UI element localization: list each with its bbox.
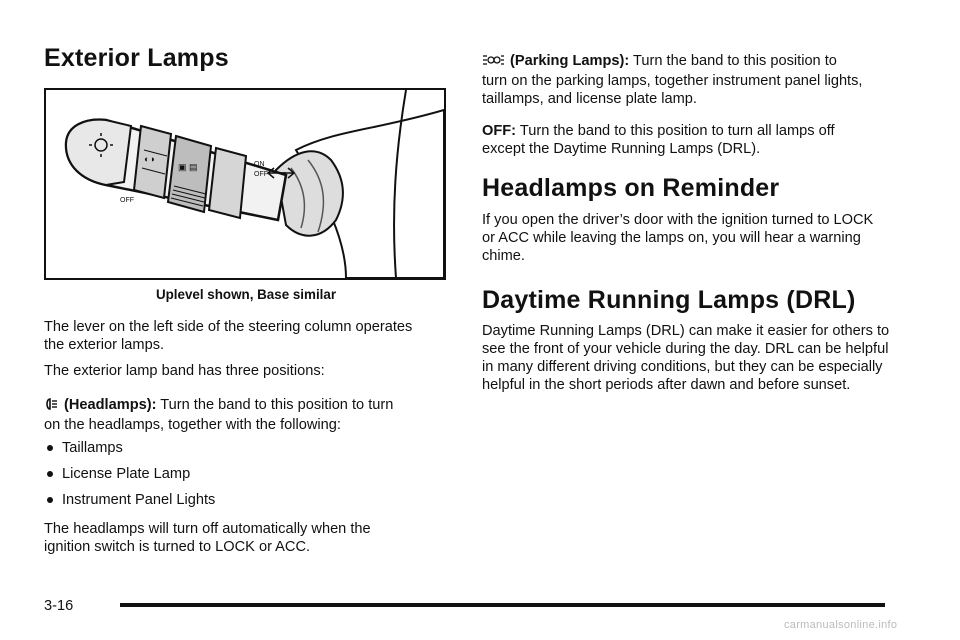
intro-paragraph: The lever on the left side of the steering column operates the exterior lamps. xyxy=(44,319,413,353)
figure-caption: Uplevel shown, Base similar xyxy=(155,287,337,302)
parking-lamps-paragraph: (Parking Lamps): Turn the band to this position to turn on the parking lamps, together instrument panel lights, taillamps, and license plate lamp. xyxy=(482,53,863,107)
watermark: carmanualsonline.info xyxy=(784,619,898,631)
drl-paragraph: Daytime Running Lamps (DRL) can make it easier for others to see the front of your vehicle during the day. DRL can be helpful in many different driving conditions, but they can be especially helpful in the short periods after dawn and before sunset. xyxy=(482,323,890,393)
bullet-item: License Plate Lamp xyxy=(62,465,190,483)
page-number: 3-16 xyxy=(44,598,74,614)
positions-paragraph: The exterior lamp band has three positions: xyxy=(44,363,325,379)
svg-text:ON: ON xyxy=(254,161,265,168)
off-paragraph: OFF: Turn the band to this position to turn all lamps off except the Daytime Running Lamps (DRL). xyxy=(482,123,835,157)
parking-lamps-icon xyxy=(482,53,504,72)
footer-rule xyxy=(120,603,885,607)
bullet-item: Taillamps xyxy=(62,439,123,457)
lever-drawing xyxy=(46,90,444,278)
page-title: Exterior Lamps xyxy=(44,44,229,72)
drl-heading: Daytime Running Lamps (DRL) xyxy=(482,286,856,314)
headlamp-icon xyxy=(44,397,58,416)
bullet-item: Instrument Panel Lights xyxy=(62,491,215,509)
headlamps-paragraph: (Headlamps): Turn the band to this position to turn on the headlamps, together with the following: xyxy=(44,397,394,433)
svg-text:OFF: OFF xyxy=(120,197,134,204)
reminder-heading: Headlamps on Reminder xyxy=(482,174,780,202)
svg-text:◐◑: ◐◑ xyxy=(144,154,155,164)
reminder-paragraph: If you open the driver’s door with the ignition turned to LOCK or ACC while leaving the lamps on, you will hear a warning chime. xyxy=(482,212,874,264)
auto-off-paragraph: The headlamps will turn off automatically when the ignition switch is turned to LOCK or ACC. xyxy=(44,521,371,555)
svg-text:▣ ▤: ▣ ▤ xyxy=(178,162,198,172)
lamp-lever-illustration xyxy=(44,88,446,280)
svg-text:OFF: OFF xyxy=(254,171,268,178)
